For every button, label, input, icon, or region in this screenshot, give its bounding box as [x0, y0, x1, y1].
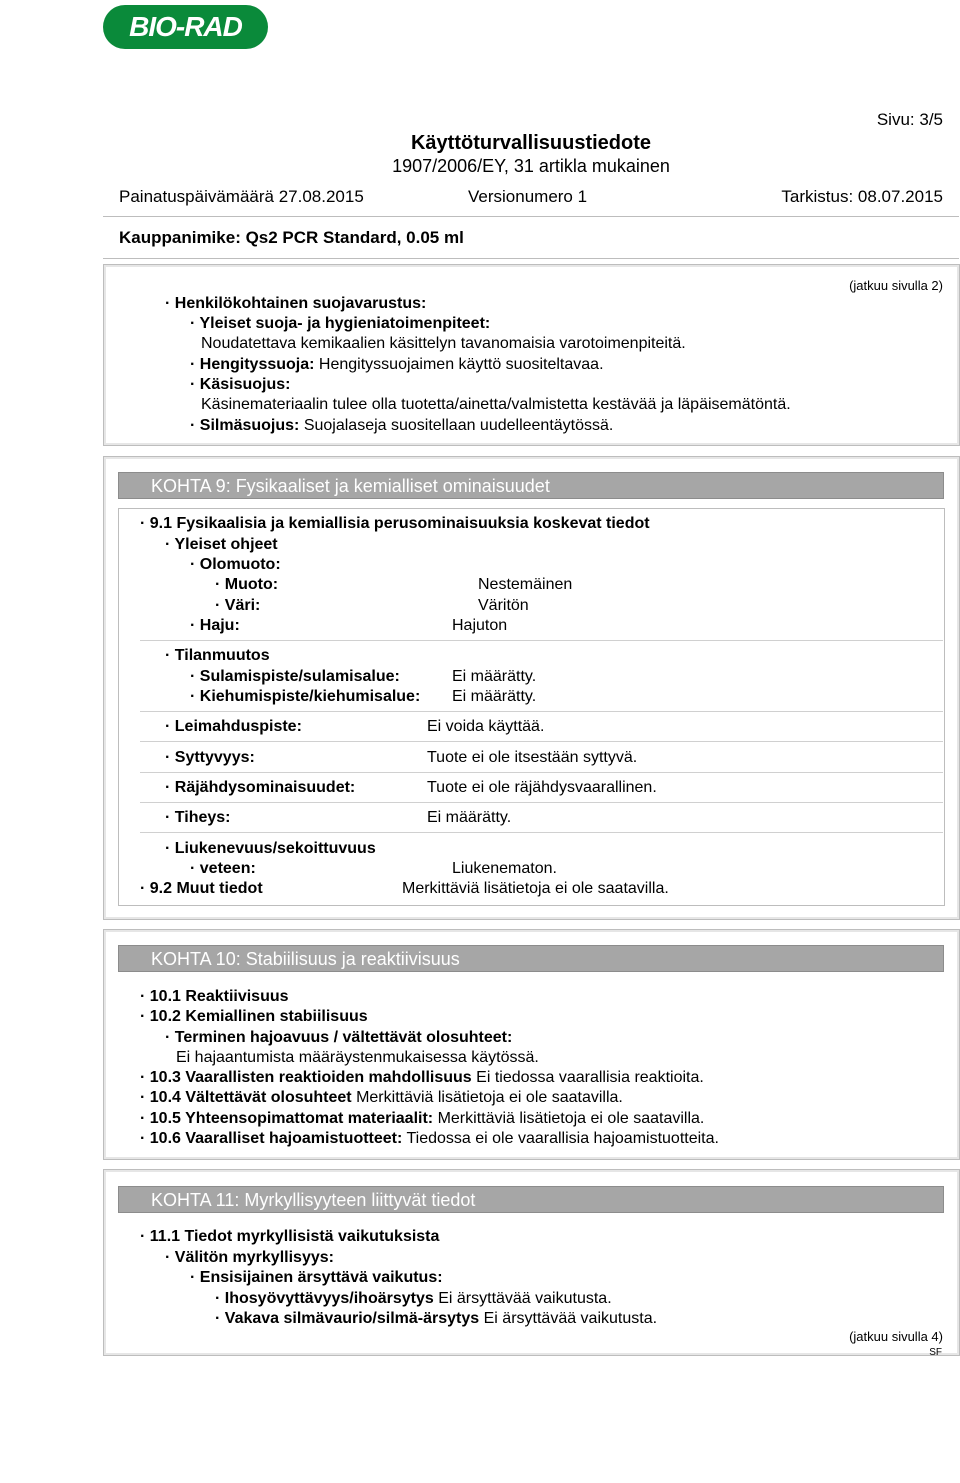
boiling-point-value: Ei määrätty.	[452, 688, 537, 705]
appearance-label: · Olomuoto:	[190, 556, 281, 573]
explosive-value: Tuote ei ole räjähdysvaarallinen.	[427, 779, 657, 796]
divider	[140, 711, 943, 712]
section9-heading: KOHTA 9: Fysikaaliset ja kemialliset ominaisuudet	[118, 472, 944, 499]
thermal-decomposition-text: Ei hajaantumista määräystenmukaisessa käytössä.	[176, 1049, 539, 1066]
s101-label: · 10.1 Reaktiivisuus	[140, 988, 289, 1005]
general-info-label: · Yleiset ohjeet	[165, 536, 278, 553]
primary-irritant-label: · Ensisijainen ärsyttävä vaikutus:	[190, 1269, 443, 1286]
density-value: Ei määrätty.	[427, 809, 512, 826]
acute-toxicity-label: · Välitön myrkyllisyys:	[165, 1249, 334, 1266]
boiling-point-label: · Kiehumispiste/kiehumisalue:	[190, 688, 421, 705]
document-title: Käyttöturvallisuustiedote	[410, 132, 652, 154]
eye-protection-label: · Silmäsuojus:	[190, 417, 300, 434]
section11-heading: KOHTA 11: Myrkyllisyyteen liittyvät tiedot	[118, 1186, 944, 1213]
continued-to-note: (jatkuu sivulla 4)	[849, 1329, 943, 1344]
eye-protection-text: Suojalaseja suositellaan uudelleentäytössä.	[303, 417, 614, 434]
page-number: Sivu: 3/5	[876, 110, 943, 129]
logo-text: BIO-RAD	[129, 11, 242, 42]
s91-title: · 9.1 Fysikaalisia ja kemiallisia perusominaisuuksia koskevat tiedot	[140, 515, 650, 532]
print-date: Painatuspäivämäärä 27.08.2015	[119, 187, 364, 206]
general-hygiene-label: · Yleiset suoja- ja hygieniatoimenpiteet:	[190, 315, 491, 332]
flash-point-label: · Leimahduspiste:	[165, 718, 302, 735]
header-divider-bottom	[103, 258, 959, 259]
s102-label: · 10.2 Kemiallinen stabiilisuus	[140, 1008, 368, 1025]
explosive-label: · Räjähdysominaisuudet:	[165, 779, 356, 796]
s105-text: Merkittäviä lisätietoja ei ole saatavilla.	[437, 1110, 705, 1127]
general-hygiene-text: Noudatettava kemikaalien käsittelyn tavanomaisia varotoimenpiteitä.	[201, 335, 686, 352]
flammability-label: · Syttyvyys:	[165, 749, 255, 766]
bio-rad-logo	[103, 5, 268, 49]
eye-irritation-label: · Vakava silmävaurio/silmä-ärsytys	[215, 1310, 480, 1327]
solubility-label: · Liukenevuus/sekoittuvuus	[165, 840, 376, 857]
ppe-title: · Henkilökohtainen suojavarustus:	[165, 295, 427, 312]
color-value: Väritön	[478, 597, 529, 614]
document-subtitle: 1907/2006/EY, 31 artikla mukainen	[392, 156, 670, 176]
respiratory-label: · Hengityssuoja:	[190, 356, 315, 373]
s105-label: · 10.5 Yhteensopimattomat materiaalit:	[140, 1110, 434, 1127]
revision-date: Tarkistus: 08.07.2015	[781, 187, 943, 206]
s103-label: · 10.3 Vaarallisten reaktioiden mahdollisuus	[140, 1069, 472, 1086]
skin-irritation-label: · Ihosyövyttävyys/ihoärsytys	[215, 1290, 434, 1307]
flammability-value: Tuote ei ole itsestään syttyvä.	[427, 749, 638, 766]
trade-name: Kauppanimike: Qs2 PCR Standard, 0.05 ml	[119, 228, 464, 247]
other-info-label: · 9.2 Muut tiedot	[140, 880, 263, 897]
hand-protection-label: · Käsisuojus:	[190, 376, 291, 393]
odor-label: · Haju:	[190, 617, 240, 634]
other-info-value: Merkittäviä lisätietoja ei ole saatavilla.	[402, 880, 669, 897]
s111-label: · 11.1 Tiedot myrkyllisistä vaikutuksista	[140, 1228, 440, 1245]
s103-line	[140, 1068, 704, 1088]
respiratory-text: Hengityssuojaimen käyttö suositeltavaa.	[318, 356, 604, 373]
section10-heading: KOHTA 10: Stabiilisuus ja reaktiivisuus	[118, 945, 944, 972]
color-label: · Väri:	[215, 597, 261, 614]
s106-text: Tiedossa ei ole vaarallisia hajoamistuotteita.	[406, 1130, 719, 1147]
skin-irritation-line	[215, 1289, 612, 1309]
s104-line	[140, 1088, 623, 1108]
divider	[140, 741, 943, 742]
continued-from-note: (jatkuu sivulla 2)	[849, 278, 943, 293]
s106-label: · 10.6 Vaaralliset hajoamistuotteet:	[140, 1130, 403, 1147]
eye-irritation-line	[215, 1309, 657, 1329]
form-label: · Muoto:	[215, 576, 279, 593]
s106-line	[140, 1129, 719, 1149]
respiratory-line	[190, 355, 604, 375]
water-solubility-value: Liukenematon.	[452, 860, 557, 877]
skin-irritation-text: Ei ärsyttävää vaikutusta.	[438, 1290, 612, 1307]
form-value: Nestemäinen	[478, 576, 573, 593]
flash-point-value: Ei voida käyttää.	[427, 718, 545, 735]
water-solubility-label: · veteen:	[190, 860, 256, 877]
state-change-label: · Tilanmuutos	[165, 647, 270, 664]
odor-value: Hajuton	[452, 617, 508, 634]
density-label: · Tiheys:	[165, 809, 231, 826]
s105-line	[140, 1109, 704, 1129]
version-number: Versionumero 1	[468, 187, 588, 206]
melting-point-value: Ei määrätty.	[452, 668, 537, 685]
s104-label: · 10.4 Vältettävät olosuhteet	[140, 1089, 352, 1106]
eye-protection-line	[190, 416, 613, 436]
language-code: SF	[929, 1347, 942, 1358]
divider	[140, 832, 943, 833]
melting-point-label: · Sulamispiste/sulamisalue:	[190, 668, 400, 685]
divider	[140, 772, 943, 773]
hand-protection-text: Käsinemateriaalin tulee olla tuotetta/ainetta/valmistetta kestävää ja läpäisemätöntä.	[201, 396, 791, 413]
s103-text: Ei tiedossa vaarallisia reaktioita.	[476, 1069, 704, 1086]
s104-text: Merkittäviä lisätietoja ei ole saatavilla.	[356, 1089, 623, 1106]
header-divider-top	[103, 216, 959, 217]
divider	[140, 640, 943, 641]
eye-irritation-text: Ei ärsyttävää vaikutusta.	[483, 1310, 658, 1327]
thermal-decomposition-label: · Terminen hajoavuus / vältettävät olosuhteet:	[165, 1029, 513, 1046]
divider	[140, 802, 943, 803]
